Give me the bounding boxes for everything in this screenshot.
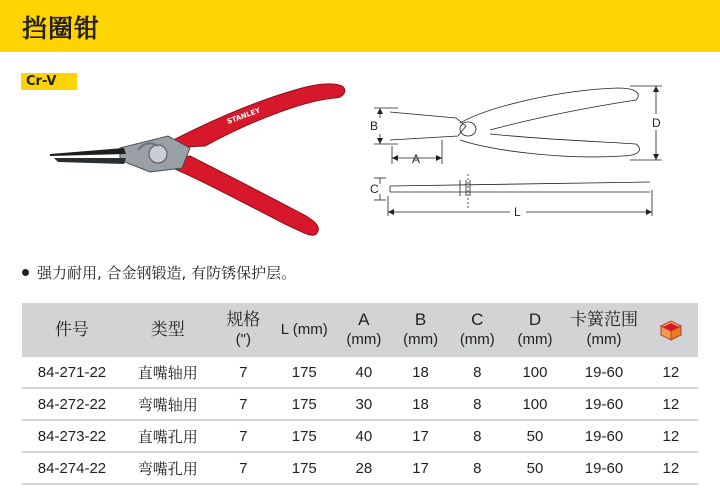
cell-qty: 12	[644, 357, 698, 388]
bullet-icon	[22, 269, 29, 276]
table-header-row	[22, 303, 698, 357]
cell-c: 8	[449, 357, 506, 388]
header-range: 卡簧范围 (mm)	[564, 303, 643, 357]
cell-b: 17	[392, 452, 449, 484]
cell-type: 弯嘴轴用	[122, 388, 214, 420]
table-row	[22, 357, 698, 388]
cell-length: 175	[273, 452, 335, 484]
dim-label-a: A	[412, 152, 421, 166]
cell-length: 175	[273, 420, 335, 452]
cell-qty: 12	[644, 452, 698, 484]
cell-code: 84-273-22	[22, 420, 122, 452]
dim-label-c: C	[370, 182, 379, 196]
cell-code: 84-274-22	[22, 452, 122, 484]
header-code: 件号	[22, 303, 122, 357]
cell-d: 100	[506, 357, 565, 388]
cell-qty: 12	[644, 388, 698, 420]
page-title: 挡圈钳	[22, 14, 101, 43]
cell-d: 100	[506, 388, 565, 420]
header-length: L (mm)	[273, 303, 335, 357]
title-bar	[0, 0, 720, 52]
cell-spec: 7	[214, 357, 274, 388]
cell-range: 19-60	[564, 357, 643, 388]
dim-label-d: D	[652, 116, 661, 130]
cell-type: 直嘴孔用	[122, 420, 214, 452]
cell-b: 18	[392, 388, 449, 420]
cell-length: 175	[273, 357, 335, 388]
table-row	[22, 452, 698, 484]
cell-b: 18	[392, 357, 449, 388]
cell-range: 19-60	[564, 452, 643, 484]
cell-a: 28	[335, 452, 392, 484]
material-badge: Cr-V	[21, 73, 77, 90]
cell-type: 直嘴轴用	[122, 357, 214, 388]
cell-range: 19-60	[564, 388, 643, 420]
cell-c: 8	[449, 420, 506, 452]
header-b: B (mm)	[392, 303, 449, 357]
cell-b: 17	[392, 420, 449, 452]
feature-line	[22, 262, 296, 283]
pliers-photo	[40, 76, 350, 246]
cell-range: 19-60	[564, 420, 643, 452]
header-a: A (mm)	[335, 303, 392, 357]
header-qty	[644, 303, 698, 357]
cell-spec: 7	[214, 452, 274, 484]
header-spec: 规格 (")	[214, 303, 274, 357]
header-d: D (mm)	[506, 303, 565, 357]
pliers-tips	[50, 148, 126, 156]
cell-c: 8	[449, 388, 506, 420]
cell-a: 40	[335, 357, 392, 388]
cell-a: 40	[335, 420, 392, 452]
cell-spec: 7	[214, 420, 274, 452]
cell-length: 175	[273, 388, 335, 420]
cell-c: 8	[449, 452, 506, 484]
package-box-icon	[659, 319, 683, 341]
cell-type: 弯嘴孔用	[122, 452, 214, 484]
cell-code: 84-271-22	[22, 357, 122, 388]
drawing-upper-handle	[460, 88, 638, 130]
header-type: 类型	[122, 303, 214, 357]
brand-label: STANLEY	[225, 106, 262, 126]
cell-qty: 12	[644, 420, 698, 452]
cell-a: 30	[335, 388, 392, 420]
spec-table	[22, 303, 698, 485]
dim-label-l: L	[514, 205, 521, 219]
feature-text: 强力耐用, 合金钢锻造, 有防锈保护层。	[37, 264, 297, 282]
cell-spec: 7	[214, 388, 274, 420]
dim-label-b: B	[370, 119, 379, 133]
table-row	[22, 388, 698, 420]
table-row	[22, 420, 698, 452]
cell-d: 50	[506, 452, 565, 484]
dimension-drawing	[360, 78, 680, 228]
cell-d: 50	[506, 420, 565, 452]
cell-code: 84-272-22	[22, 388, 122, 420]
drawing-lower-handle	[460, 134, 640, 157]
header-c: C (mm)	[449, 303, 506, 357]
